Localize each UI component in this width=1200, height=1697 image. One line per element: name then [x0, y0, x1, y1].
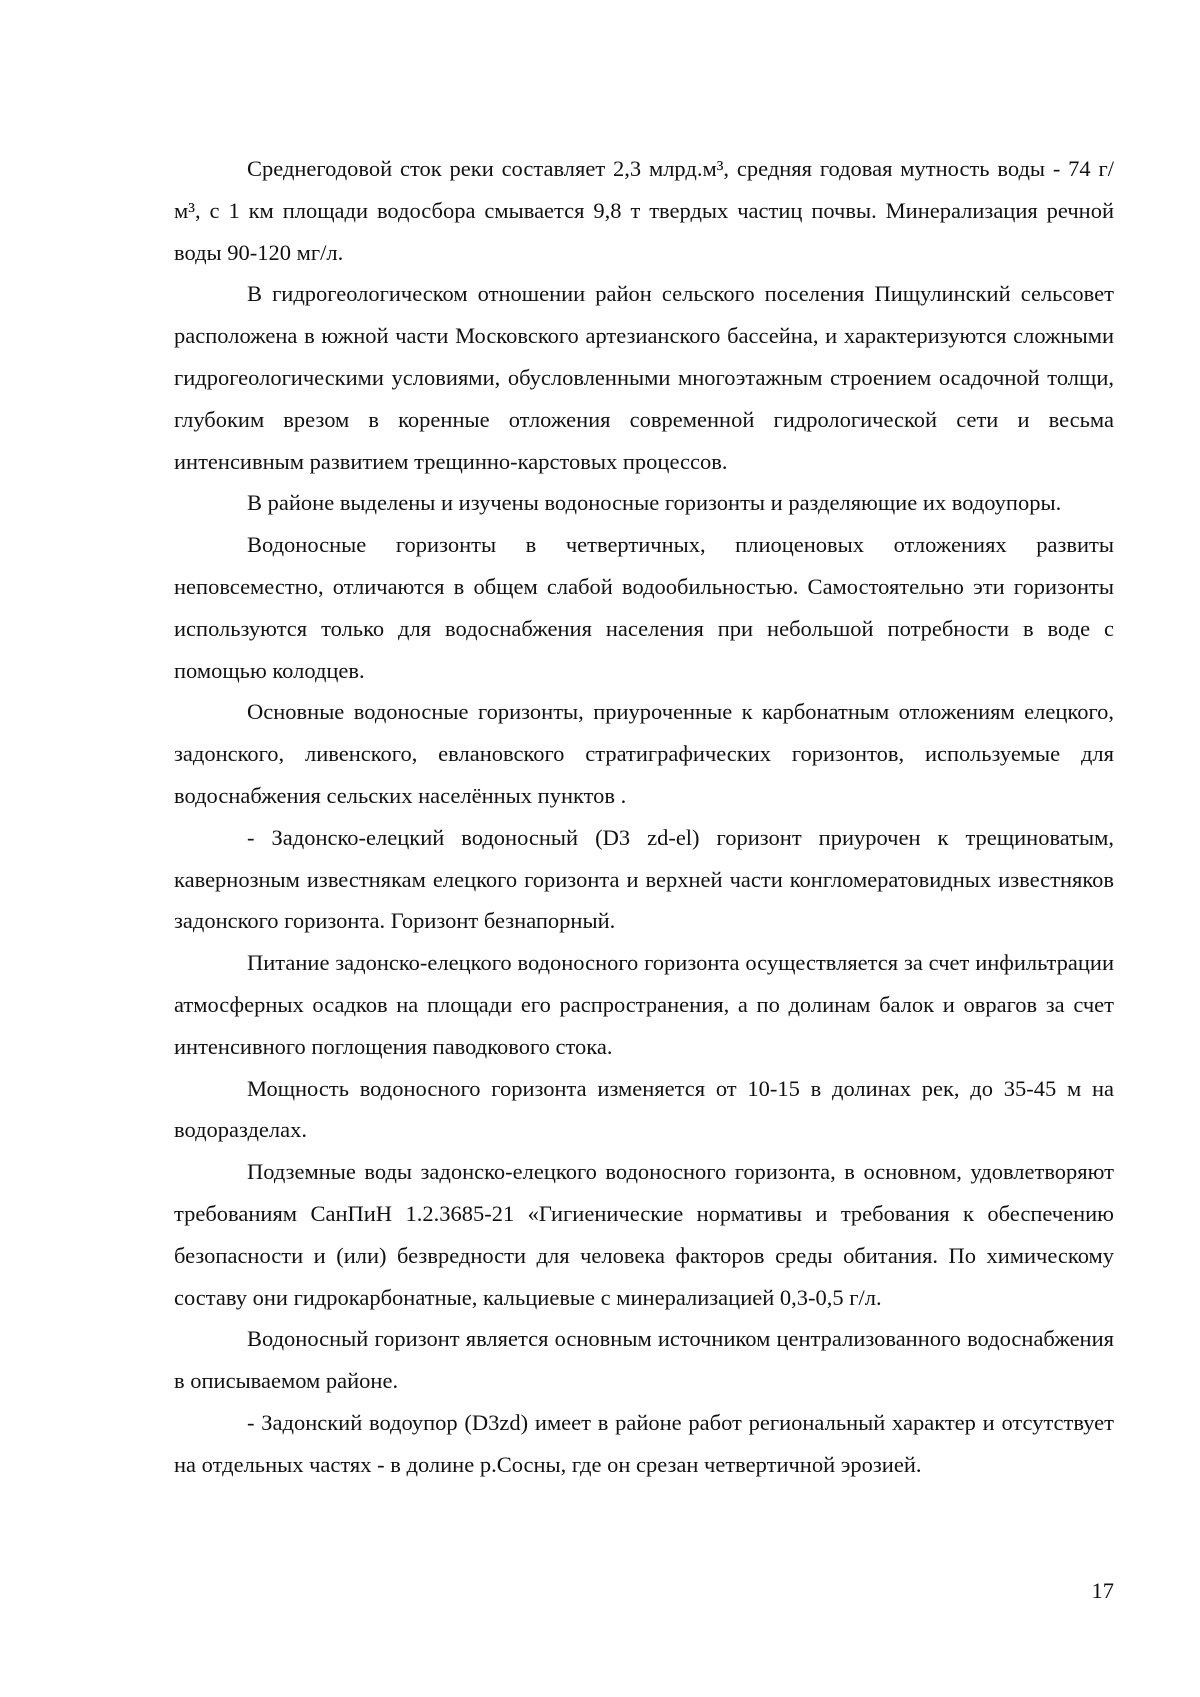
paragraph-quaternary-aquifers: Водоносные горизонты в четвертичных, плиоценовых отложениях развиты неповсеместно, отличаются в общем слабой водообильностью. Самостоятельно эти горизонты используются только для водоснабжения населения при небольшой потребности в воде с помощью колодцев.	[174, 532, 1114, 683]
paragraph-aquifers-identified: В районе выделены и изучены водоносные горизонты и разделяющие их водоупоры.	[247, 490, 1062, 516]
paragraph-aquifer-thickness: Мощность водоносного горизонта изменяется от 10-15 в долинах рек, до 35-45 м на водоразделах.	[174, 1075, 1114, 1143]
paragraph-hydrogeology: В гидрогеологическом отношении район сельского поселения Пищулинский сельсовет расположена в южной части Московского артезианского бассейна, и характеризуются сложными гидрогеологическими условиями, обусловленными многоэтажным строением осадочной толщи, глубоким врезом в коренные отложения современной гидрологической сети и весьма интенсивным развитием трещинно-карстовых процессов.	[174, 281, 1114, 474]
paragraph-water-quality: Подземные воды задонско-елецкого водоносного горизонта, в основном, удовлетворяют требованиям СанПиН 1.2.3685-21 «Гигиенические нормативы и требования к обеспечению безопасности и (или) безвредности для человека факторов среды обитания. По химическому составу они гидрокарбонатные, кальциевые с минерализацией 0,3-0,5 г/л.	[174, 1159, 1114, 1310]
paragraph-aquifer-recharge: Питание задонско-елецкого водоносного горизонта осуществляется за счет инфильтрации атмосферных осадков на площади его распространения, а по долинам балок и оврагов за счет интенсивного поглощения паводкового стока.	[174, 950, 1114, 1059]
paragraph-zadonsk-yelets-aquifer: - Задонско-елецкий водоносный (D3 zd-el) горизонт приурочен к трещиноватым, кавернозным известнякам елецкого горизонта и верхней части конгломератовидных известняков задонского горизонта. Горизонт безнапорный.	[174, 824, 1114, 934]
paragraph-main-aquifers: Основные водоносные горизонты, приуроченные к карбонатным отложениям елецкого, задонского, ливенского, евлановского стратиграфических горизонтов, используемые для водоснабжения сельских населённых пунктов .	[174, 699, 1114, 808]
paragraph-main-water-source: Водоносный горизонт является основным источником централизованного водоснабжения в описываемом районе.	[174, 1326, 1114, 1394]
paragraph-river-runoff: Среднегодовой сток реки составляет 2,3 млрд.м³, средняя годовая мутность воды - 74 г/м³, с 1 км площади водосбора смывается 9,8 т твердых частиц почвы. Минерализация речной воды 90-120 мг/л.	[174, 156, 1114, 265]
page-number: 17	[1091, 1578, 1114, 1603]
document-body	[174, 148, 1114, 1486]
paragraph-zadonsk-aquitard: - Задонский водоупор (D3zd) имеет в районе работ региональный характер и отсутствует на отдельных частях - в долине р.Сосны, где он срезан четвертичной эрозией.	[174, 1409, 1114, 1477]
